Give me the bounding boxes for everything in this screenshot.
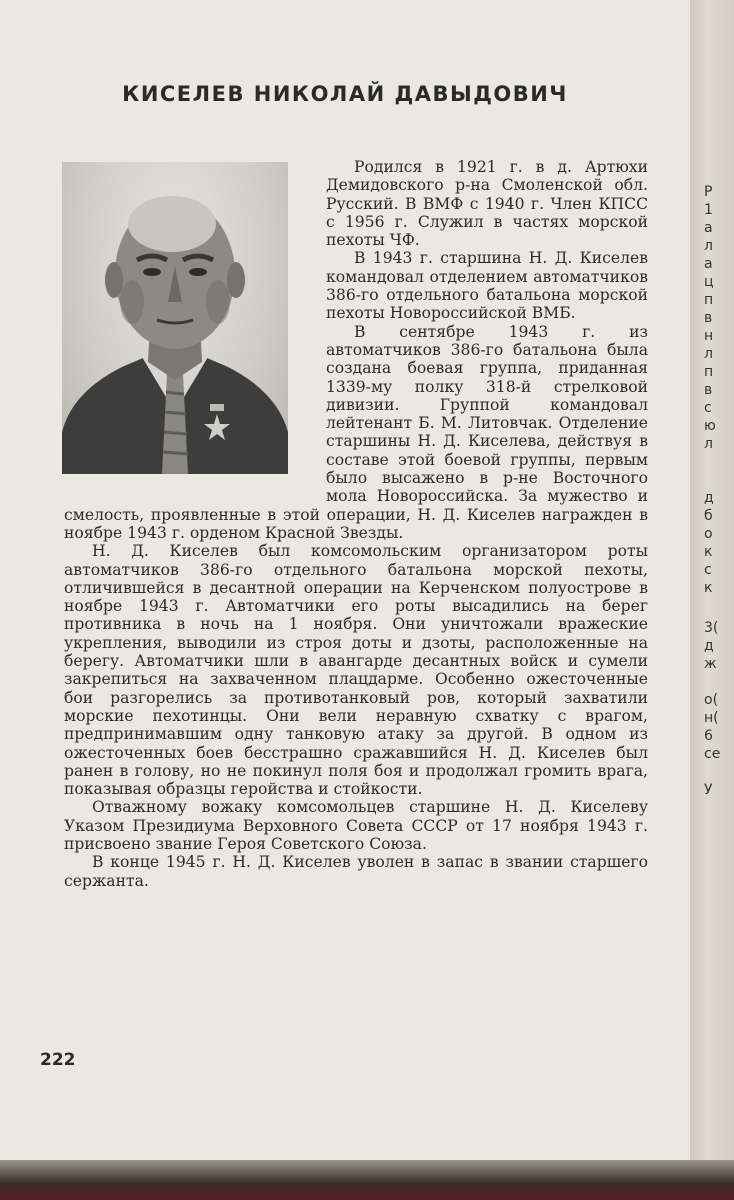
next-page-fragment: к: [704, 580, 713, 596]
page-title: КИСЕЛЕВ НИКОЛАЙ ДАВЫДОВИЧ: [122, 82, 568, 106]
next-page-fragment: Р: [704, 184, 713, 200]
next-page-fragment: н: [704, 328, 714, 344]
paragraph-kerch-operation: Н. Д. Киселев был комсомольским организатором роты автоматчиков 386-го отдельного батальона морской пехоты, отличившейся в десантной операции на Керченском полуострове в ноябре 1943 г. Автоматчики его роты высадились на берег противника в ночь на 1 ноября. Они уничтожали вражеские укрепления, выводили из строя доты и дзоты, расположенные на берегу. Автоматчики шли в авангарде десантных войск и сумели закрепиться на захваченном плацдарме. Особенно ожесточенные бои разгорелись за противотанковый ров, который захватили морские пехотинцы. Они вели неравную схватку с врагом, предпринимавшим одну танковую атаку за другой. В одном из ожесточенных боев бесстрашно сражавшийся Н. Д. Киселев был ранен в голову, но не покинул поля боя и продолжал громить врага, показывая образцы геройства и стойкости.: [64, 542, 648, 799]
next-page-fragment: о: [704, 526, 713, 542]
next-page-fragment: а: [704, 220, 713, 236]
next-page-fragment: б: [704, 508, 713, 524]
article-body: [64, 158, 648, 890]
next-page-fragment: д: [704, 638, 714, 654]
next-page-fragment: 6: [704, 728, 713, 744]
next-page-fragment: о(: [704, 692, 719, 708]
page-bottom-edge: [0, 1160, 734, 1200]
next-page-fragment: ц: [704, 274, 714, 290]
paragraph-1943-command: В 1943 г. старшина Н. Д. Киселев командовал отделением автоматчиков 386-го отдельного батальона морской пехоты Новороссийской ВМБ.: [326, 249, 648, 323]
paragraph-hero-award: Отважному вожаку комсомольцев старшине Н. Д. Киселеву Указом Президиума Верховного Совета СССР от 17 ноября 1943 г. присвоено звание Героя Советского Союза.: [64, 798, 648, 853]
next-page-fragment: л: [704, 238, 713, 254]
next-page-fragment: ю: [704, 418, 716, 434]
next-page-fragment: У: [704, 782, 713, 798]
next-page-edge: [690, 0, 734, 1165]
next-page-fragment: в: [704, 382, 713, 398]
paragraph-biography: Родился в 1921 г. в д. Артюхи Демидовского р-на Смоленской обл. Русский. В ВМФ с 1940 г. Член КПСС с 1956 г. Служил в частях морской пехоты ЧФ.: [326, 158, 648, 250]
next-page-fragment: л: [704, 436, 713, 452]
next-page-fragment: н(: [704, 710, 719, 726]
next-page-fragment: п: [704, 364, 714, 380]
next-page-fragment: с: [704, 400, 712, 416]
next-page-fragment: д: [704, 490, 714, 506]
next-page-fragment: се: [704, 746, 721, 762]
next-page-fragment: л: [704, 346, 713, 362]
page-number: 222: [40, 1050, 76, 1070]
next-page-fragment: в: [704, 310, 713, 326]
next-page-fragment: ж: [704, 656, 717, 672]
next-page-fragment: 1: [704, 202, 713, 218]
next-page-fragment: 3(: [704, 620, 719, 636]
next-page-fragment: с: [704, 562, 712, 578]
next-page-fragment: а: [704, 256, 713, 272]
portrait-spacer: [64, 158, 326, 496]
next-page-fragment: п: [704, 292, 714, 308]
next-page-fragment: к: [704, 544, 713, 560]
paragraph-discharge: В конце 1945 г. Н. Д. Киселев уволен в запас в звании старшего сержанта.: [64, 853, 648, 890]
paragraph-september-1943: В сентябре 1943 г. из автоматчиков 386-го батальона была создана боевая группа, приданная 1339-му полку 318-й стрелковой дивизии. Группой командовал лейтенант Б. М. Литовчак. Отделение старшины Н. Д. Киселева, действуя в составе этой боевой группы, первым было высажено в р-не Восточного мола Новороссийска. За мужество и смелость, проявленные в этой операции, Н. Д. Киселев награжден в ноябре 1943 г. орденом Красной Звезды.: [64, 322, 648, 542]
